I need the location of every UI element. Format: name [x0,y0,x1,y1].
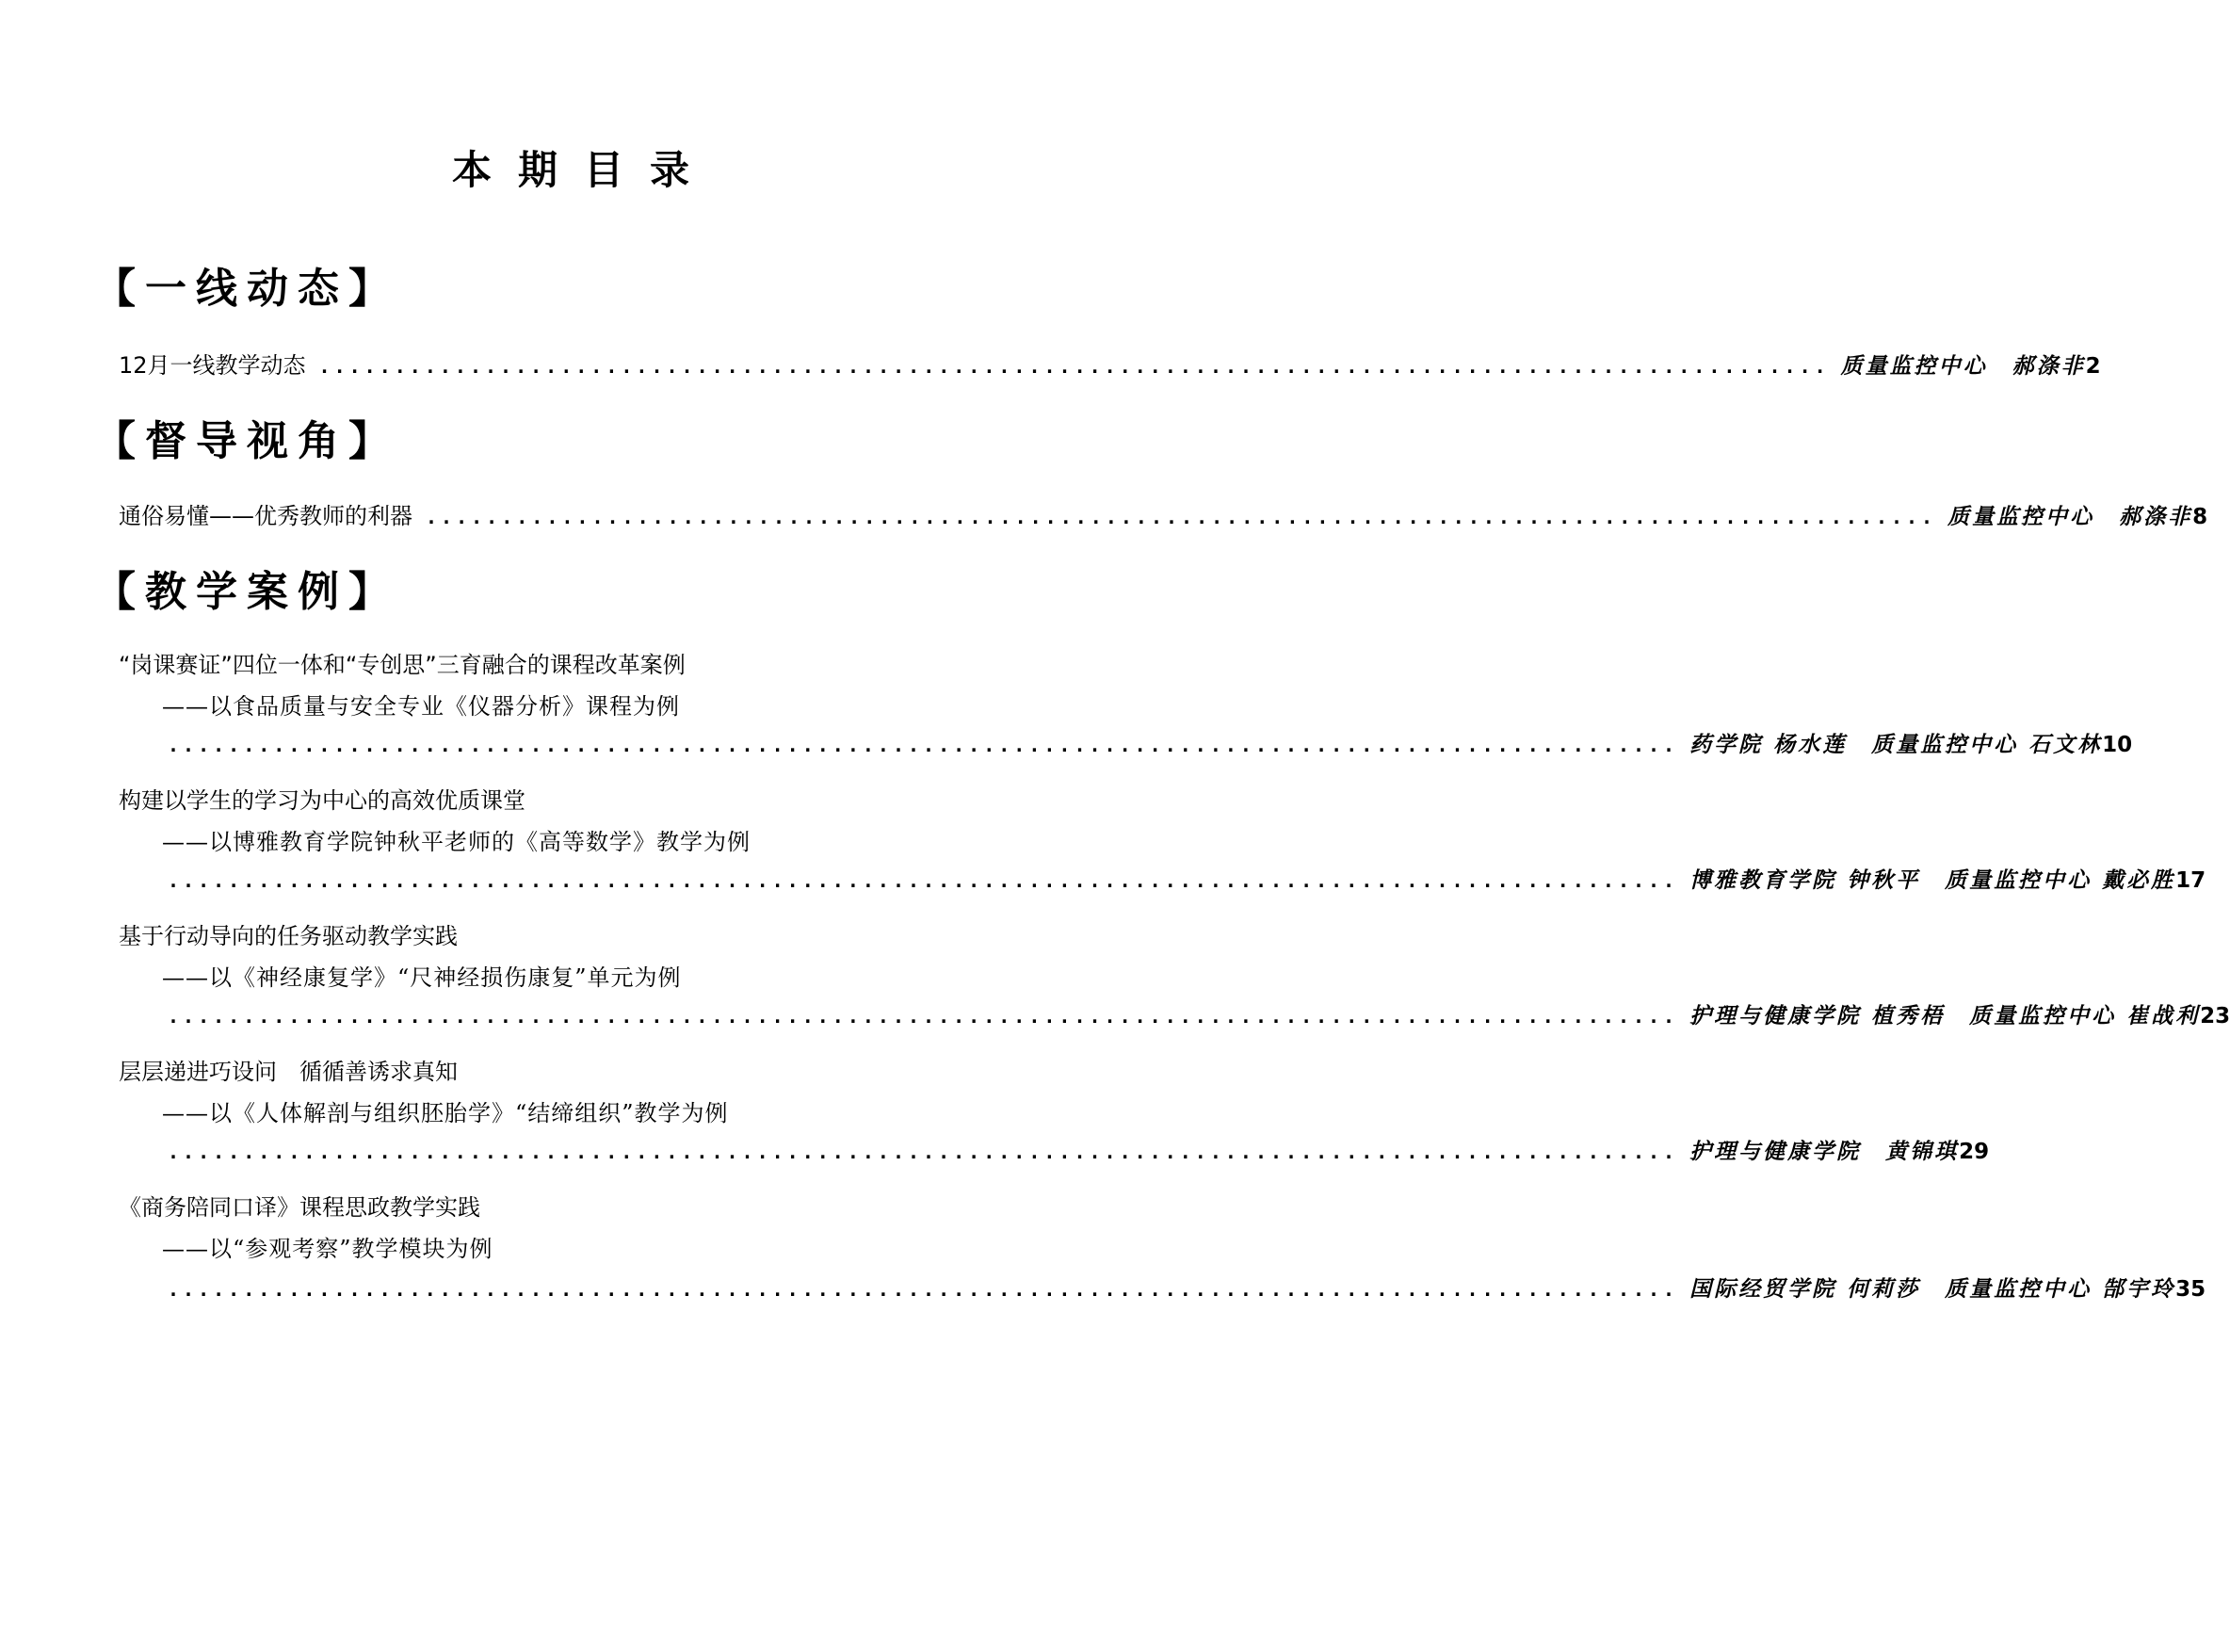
entry-title: 通俗易懂——优秀教师的利器 [119,503,412,529]
dot-leader: .................................................................................................... [168,734,1679,756]
entry-title: “岗课赛证”四位一体和“专创思”三育融合的课程改革案例 [119,652,686,678]
dot-leader: .................................................................................................... [168,1278,1679,1301]
entry-title-row[interactable] [119,1053,458,1086]
entry-title-row[interactable] [119,646,686,679]
entry-author: 国际经贸学院 何莉莎 质量监控中心 郜宇玲 [1689,1276,2176,1302]
entry-meta-row[interactable] [168,727,2133,758]
entry-page-number: 35 [2175,1277,2206,1302]
page-title: 本期目录 [451,147,716,193]
entry-title: 构建以学生的学习为中心的高效优质课堂 [119,787,525,814]
dot-leader: .................................................................................................... [318,355,1830,378]
entry-title: 《商务陪同口译》课程思政教学实践 [119,1194,480,1221]
entry-meta-row[interactable] [168,998,2230,1029]
entry-page-number: 2 [2085,354,2101,379]
entry-author: 护理与健康学院 黄锦琪 [1689,1139,1960,1164]
entry-title: 基于行动导向的任务驱动教学实践 [119,923,458,949]
entry-page-number: 17 [2175,868,2206,893]
entry-page-number: 29 [1959,1140,1990,1164]
entry-subtitle: ——以食品质量与安全专业《仪器分析》课程为例 [162,693,680,720]
entry-page-number: 8 [2192,505,2208,529]
entry-subtitle: ——以“参观考察”教学模块为例 [162,1236,493,1262]
section-heading-frontline: 【一线动态】 [94,265,399,313]
entry-title-row[interactable] [119,1189,480,1222]
entry-title-row[interactable] [119,917,458,950]
entry-author: 博雅教育学院 钟秋平 质量监控中心 戴必胜 [1689,867,2176,893]
entry-subtitle-row [162,1094,729,1127]
entry-title: 12月一线教学动态 [119,352,306,379]
entry-subtitle-row [162,1230,493,1263]
dot-leader: .................................................................................................... [168,1141,1679,1163]
entry-title: 层层递进巧设问 循循善诱求真知 [119,1059,458,1085]
dot-leader: .................................................................................................... [168,869,1679,892]
entry-meta-row[interactable] [168,1271,2206,1303]
entry-author: 药学院 杨水莲 质量监控中心 石文林 [1689,732,2103,757]
entry-meta-row[interactable] [168,1134,1990,1165]
entry-meta-row[interactable] [168,863,2206,894]
entry-author: 质量监控中心 郝涤非 [1840,353,2086,379]
toc-entry[interactable] [119,347,2101,380]
entry-author: 质量监控中心 郝涤非 [1947,504,2193,529]
entry-author: 护理与健康学院 植秀梧 质量监控中心 崔战利 [1689,1003,2201,1028]
entry-page-number: 23 [2200,1004,2230,1028]
entry-page-number: 10 [2102,733,2133,757]
entry-subtitle: ——以《神经康复学》“尺神经损伤康复”单元为例 [162,964,682,991]
entry-title-row[interactable] [119,782,525,815]
entry-subtitle-row [162,688,680,721]
dot-leader: .................................................................................................... [168,1005,1679,1028]
entry-subtitle-row [162,959,682,992]
entry-subtitle: ——以《人体解剖与组织胚胎学》“结缔组织”教学为例 [162,1100,729,1126]
dot-leader: .................................................................................................... [426,506,1937,528]
section-heading-teaching-cases: 【教学案例】 [94,568,399,616]
entry-subtitle: ——以博雅教育学院钟秋平老师的《高等数学》教学为例 [162,829,751,855]
entry-subtitle-row [162,823,751,856]
toc-entry[interactable] [119,497,2208,530]
section-heading-supervision: 【督导视角】 [94,417,399,465]
